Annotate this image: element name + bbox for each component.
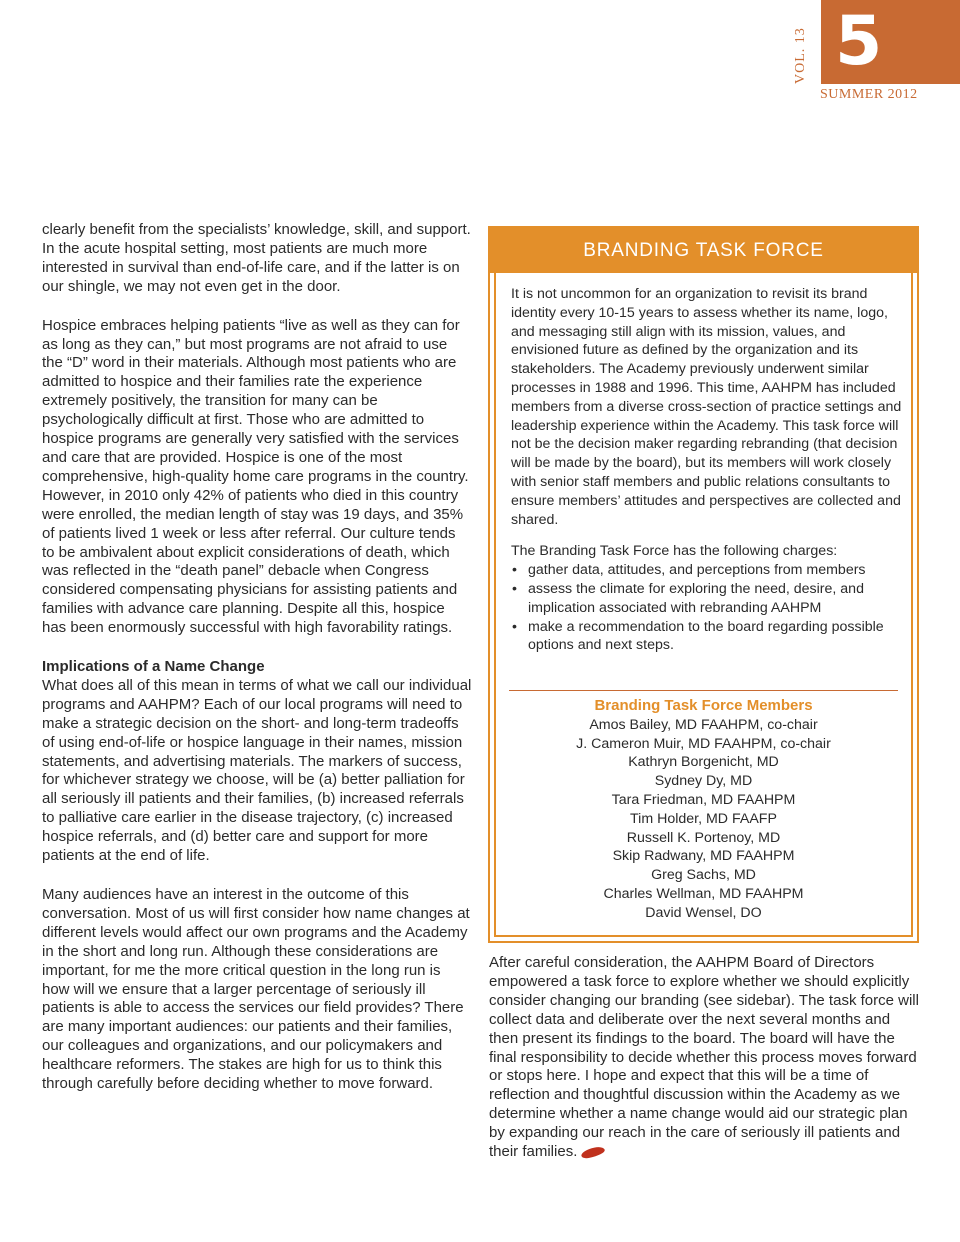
member-name: Greg Sachs, MD <box>651 867 756 884</box>
members-list <box>496 697 911 923</box>
left-column <box>42 221 472 1114</box>
member-name: Sydney Dy, MD <box>654 773 753 790</box>
divider <box>509 690 898 691</box>
member-name: Tim Holder, MD FAAFP <box>630 810 777 827</box>
branding-sidebar <box>488 226 919 943</box>
issue-label: SUMMER 2012 <box>820 87 918 102</box>
sidebar-header <box>490 228 917 273</box>
charge-item: • make a recommendation to the board regarding possible options and next steps. <box>511 618 911 656</box>
member-name: David Wensel, DO <box>645 904 762 921</box>
section-heading: Implications of a Name Change <box>42 658 265 676</box>
charges-list <box>511 561 911 655</box>
member-name: Amos Bailey, MD FAAHPM, co-chair <box>589 716 818 733</box>
sidebar-body <box>511 285 911 655</box>
sidebar-title: BRANDING TASK FORCE <box>583 239 824 261</box>
right-paragraph-1: After careful consideration, the AAHPM Board of Directors empowered a task force to explore whether we should explicitly consider changing our branding (see sidebar). The task force will collect data and deliberate over the next several months and then present its findings to the board. The board will have the final responsibility to decide whether this process moves forward or stops here. I hope and expect that this will be a time of reflection and thoughtful discussion within the Academy as we determine whether a name change would aid our strategic plan by expanding our reach in the care of seriously ill patients and their families. <box>489 954 919 1161</box>
member-name: Russell K. Portenoy, MD <box>626 829 781 846</box>
left-paragraph-2: Hospice embraces helping patients “live as well as they can for as long as they can,” but most programs are not afraid to use the “D” word in their materials. Although most patients who are admitted to hospice and their families rate the experience extremely positively, the transition for many can be psychologically difficult at first. Those who are admitted to hospice programs are generally very satisfied with the services and care that are provided. Hospice is one of the most comprehensive, high-quality home care programs in the country. However, in 2010 only 42% of patients who died in this country were enrolled, the median length of stay was 19 days, and 35% of patients lived 1 week or less after referral. Our culture tends to be ambivalent about explicit considerations of death, which was reflected in the “death panel” debacle when Congress considered compensating physicians for assisting patients and families with advance care planning. Despite all this, hospice has been enormously successful with high favorability ratings. <box>42 316 469 637</box>
charges-intro: The Branding Task Force has the following charges: <box>511 543 838 560</box>
page-number: 5 <box>835 2 883 81</box>
right-column <box>489 954 921 1162</box>
member-name: J. Cameron Muir, MD FAAHPM, co-chair <box>576 735 831 752</box>
charge-item: • assess the climate for exploring the need, desire, and implication associated with rebranding AAHPM <box>511 580 911 618</box>
member-name: Charles Wellman, MD FAAHPM <box>603 885 804 902</box>
member-name: Kathryn Borgenicht, MD <box>628 754 779 771</box>
page-number-tab <box>821 0 960 84</box>
charge-item: • gather data, attitudes, and perceptions from members <box>511 561 911 580</box>
left-paragraph-1: clearly benefit from the specialists’ knowledge, skill, and support. In the acute hospital setting, most patients are much more interested in survival than end-of-life care, and if the latter is on our shingle, we may not even get in the door. <box>42 221 471 295</box>
member-name: Tara Friedman, MD FAAHPM <box>611 791 796 808</box>
member-name: Skip Radwany, MD FAAHPM <box>612 848 795 865</box>
sidebar-inner-frame <box>494 273 913 937</box>
left-paragraph-3: What does all of this mean in terms of what we call our individual programs and AAHPM? Each of our local programs will need to make a strategic decision on the short- and long-term tradeoffs of using end-of-life or hospice language in their names, mission statements, and advertising materials. The markers of success, for whichever strategy we choose, will be (a) better palliation for all seriously ill patients and their families, (b) increased referrals to palliative care earlier in the disease trajectory, (c) increased hospice referrals, and (d) better care and support for more patients at the end of life. <box>42 676 472 865</box>
members-title: Branding Task Force Members <box>594 697 813 714</box>
volume-label: VOL. 13 <box>793 27 808 84</box>
sidebar-intro: It is not uncommon for an organization to revisit its brand identity every 10-15 years to assess whether its name, logo, and messaging still align with its mission, values, and envisioned future as defined by the organization and its stakeholders. The Academy previously underwent similar processes in 1988 and 1996. This time, AAHPM has included members from a diverse cross-section of practice settings and leadership experience within the Academy. This task force will not be the decision maker regarding rebranding (that decision will be made by the board), but its members will work closely with senior staff members and public relations consultants to ensure members’ attitudes and perspectives are collected and shared. <box>511 286 902 528</box>
left-paragraph-4: Many audiences have an interest in the outcome of this conversation. Most of us will first consider how name changes at different levels would affect our own programs and the Academy in the short and long run. Although these considerations are important, for me the more critical question in the long run is how will we ensure that a larger percentage of seriously ill patients is able to access the services our field provides? There are many important audiences: our patients and their families, our colleagues and organizations, and our policymakers and healthcare reformers. The stakes are high for us to think this through carefully before deciding whether to move forward. <box>42 886 470 1093</box>
end-mark-icon <box>581 1145 606 1159</box>
